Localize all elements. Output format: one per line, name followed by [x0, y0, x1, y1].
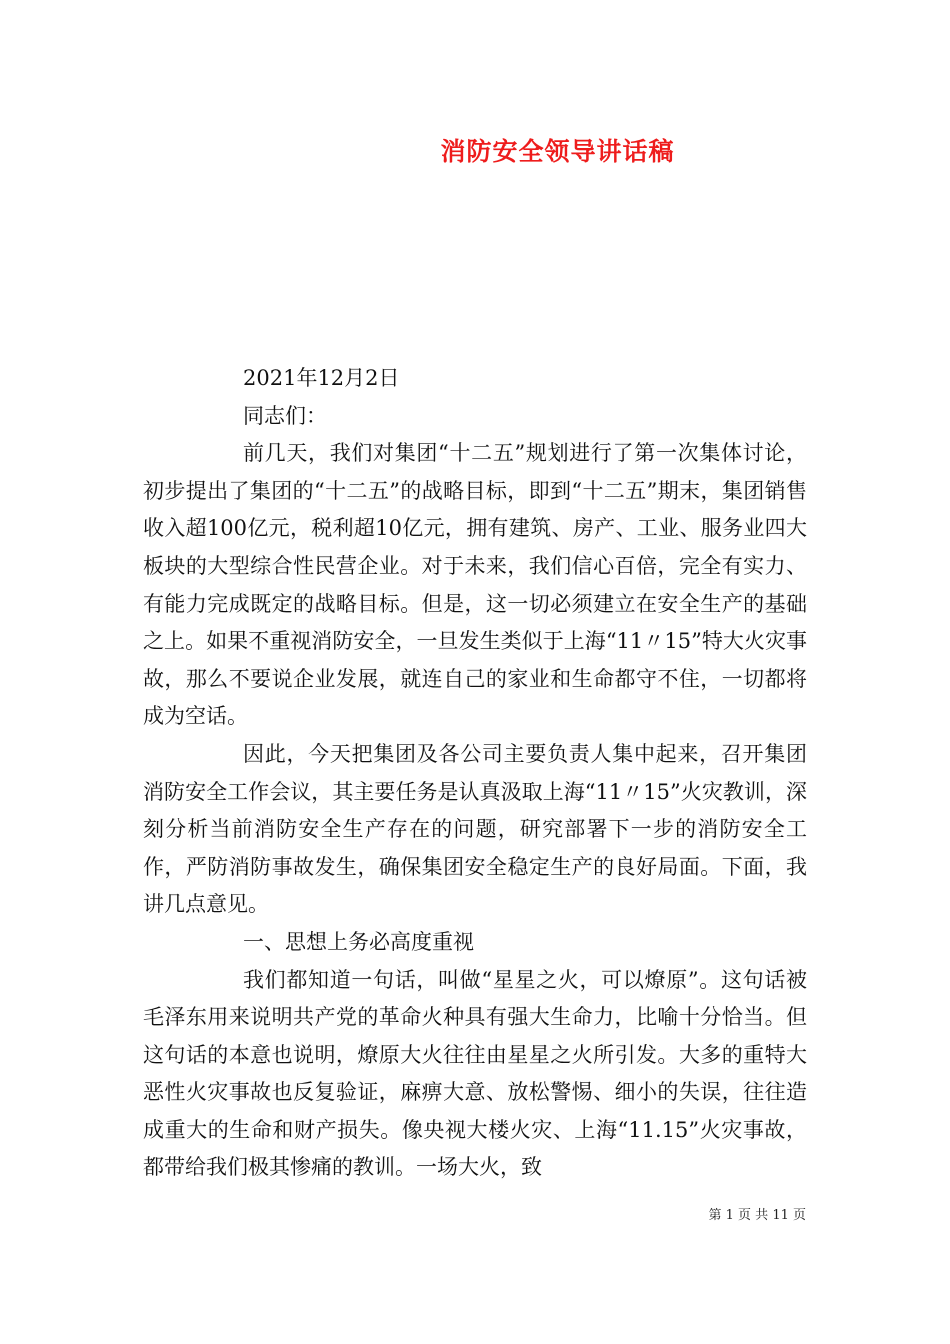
date-line: 2021年12月2日	[243, 366, 400, 390]
paragraph-2: 因此，今天把集团及各公司主要负责人集中起来，召开集团消防安全工作会议，其主要任务是认真汲取上海“11〃15”火灾教训，深刻分析当前消防安全生产存在的问题，研究部署下一步的消防安全工作，严防消防事故发生，确保集团安全稳定生产的良好局面。下面，我讲几点意见。	[143, 741, 807, 917]
document-body	[143, 360, 807, 1187]
page-number: 第 1 页 共 11 页	[708, 1208, 806, 1223]
greeting: 同志们：	[243, 403, 327, 428]
section-paragraph: 我们都知道一句话，叫做“星星之火，可以燎原”。这句话被毛泽东用来说明共产党的革命火种具有强大生命力，比喻十分恰当。但这句话的本意也说明，燎原大火往往由星星之火所引发。大多的重特大恶性火灾事故也反复验证，麻痹大意、放松警惕、细小的失误，往往造成重大的生命和财产损失。像央视大楼火灾、上海“11.15”火灾事故，都带给我们极其惨痛的教训。一场大火，致	[143, 967, 807, 1180]
section-heading: 一、思想上务必高度重视	[243, 929, 474, 954]
paragraph-1: 前几天，我们对集团“十二五”规划进行了第一次集体讨论，初步提出了集团的“十二五”的战略目标，即到“十二五”期末，集团销售收入超100亿元，税利超10亿元，拥有建筑、房产、工业、服务业四大板块的大型综合性民营企业。对于未来，我们信心百倍，完全有实力、有能力完成既定的战略目标。但是，这一切必须建立在安全生产的基础之上。如果不重视消防安全，一旦发生类似于上海“11〃15”特大火灾事故，那么不要说企业发展，就连自己的家业和生命都守不住，一切都将成为空话。	[143, 441, 807, 729]
document-title: 消防安全领导讲话稿	[440, 137, 675, 166]
